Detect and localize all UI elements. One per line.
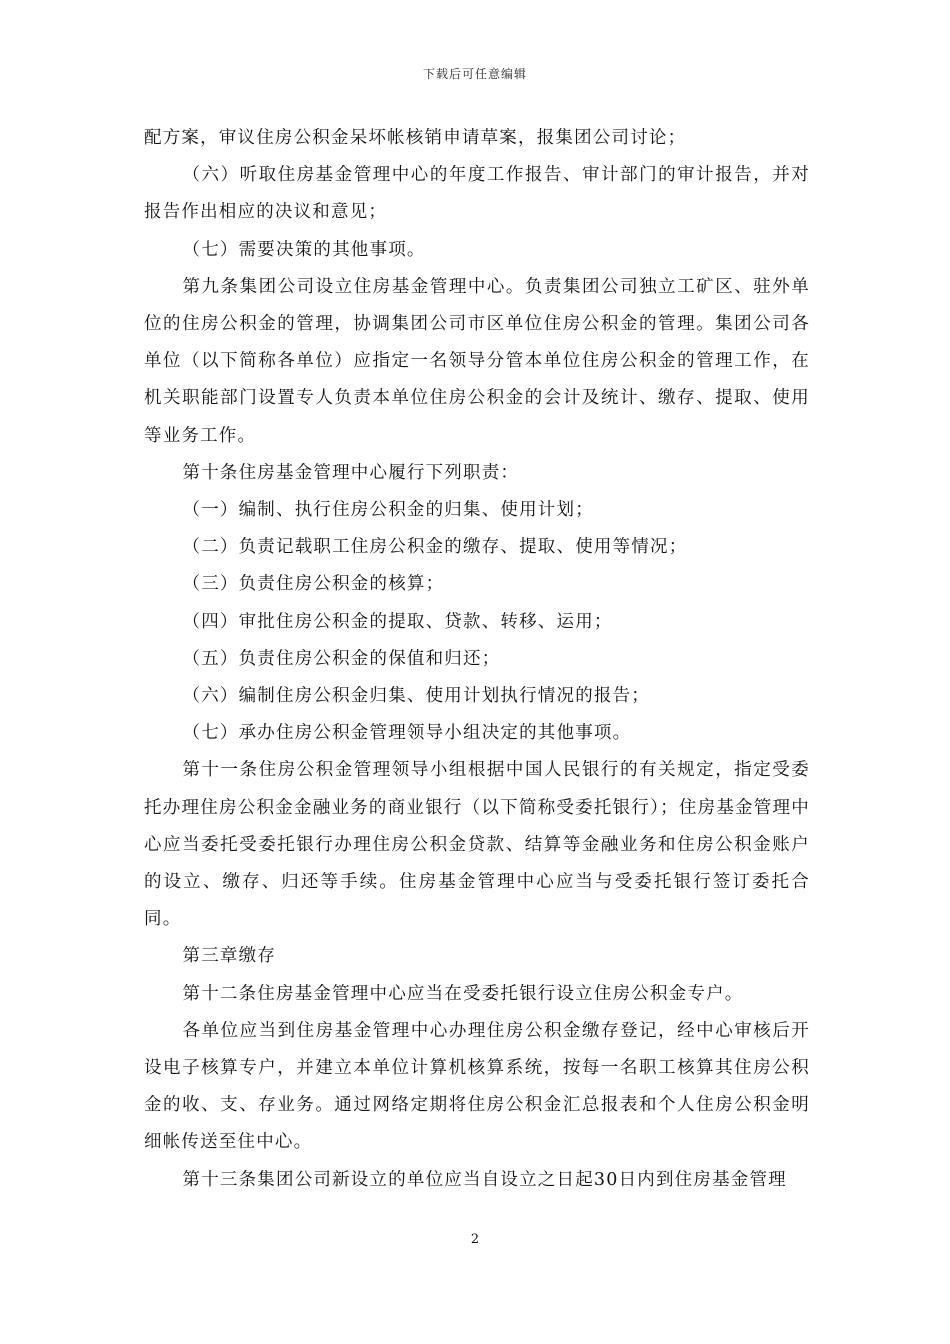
paragraph-17: 第十三条集团公司新设立的单位应当自设立之日起30日内到住房基金管理 [182, 1169, 787, 1190]
paragraph-15: 第十二条住房基金管理中心应当在受委托银行设立住房公积金专户。 [182, 983, 744, 1004]
paragraph-4: 第九条集团公司设立住房基金管理中心。负责集团公司独立工矿区、驻外单位的住房公积金的管理，协调集团公司市区单位住房公积金的管理。集团公司各单位（以下简称各单位）应指定一名领导分管本单位住房公积金的管理工作，在机关职能部门设置专人负责本单位住房公积金的会计及统计、缴存、提取、使用等业务工作。 [144, 276, 810, 446]
paragraph-10: （五）负责住房公积金的保值和归还； [182, 648, 501, 669]
paragraph-3: （七）需要决策的其他事项。 [182, 239, 426, 260]
paragraph-6: （一）编制、执行住房公积金的归集、使用计划； [182, 500, 594, 521]
paragraph-13: 第十一条住房公积金管理领导小组根据中国人民银行的有关规定，指定受委托办理住房公积金金融业务的商业银行（以下简称受委托银行）；住房基金管理中心应当委托受委托银行办理住房公积金贷款、结算等金融业务和住房公积金账户的设立、缴存、归还等手续。住房基金管理中心应当与受委托银行签订委托合同。 [144, 760, 810, 930]
paragraph-8: （三）负责住房公积金的核算； [182, 574, 445, 595]
paragraph-1: 配方案，审议住房公积金呆坏帐核销申请草案，报集团公司讨论； [144, 128, 687, 148]
paragraph-7: （二）负责记载职工住房公积金的缴存、提取、使用等情况； [182, 537, 688, 558]
paragraph-2: （六）听取住房基金管理中心的年度工作报告、审计部门的审计报告，并对报告作出相应的决议和意见； [144, 165, 810, 223]
paragraph-9: （四）审批住房公积金的提取、贷款、转移、运用； [182, 611, 613, 632]
paragraph-12: （七）承办住房公积金管理领导小组决定的其他事项。 [182, 723, 632, 744]
chapter-heading: 第三章缴存 [182, 946, 276, 967]
page-number: 2 [470, 1232, 480, 1247]
page-header-note: 下载后可任意编辑 [422, 67, 527, 81]
document-body [144, 120, 810, 1199]
paragraph-11: （六）编制住房公积金归集、使用计划执行情况的报告； [182, 686, 650, 707]
paragraph-5: 第十条住房基金管理中心履行下列职责： [182, 462, 520, 483]
paragraph-16: 各单位应当到住房基金管理中心办理住房公积金缴存登记，经中心审核后开设电子核算专户，并建立本单位计算机核算系统，按每一名职工核算其住房公积金的收、支、存业务。通过网络定期将住房公积金汇总报表和个人住房公积金明细帐传送至住中心。 [144, 1020, 810, 1153]
